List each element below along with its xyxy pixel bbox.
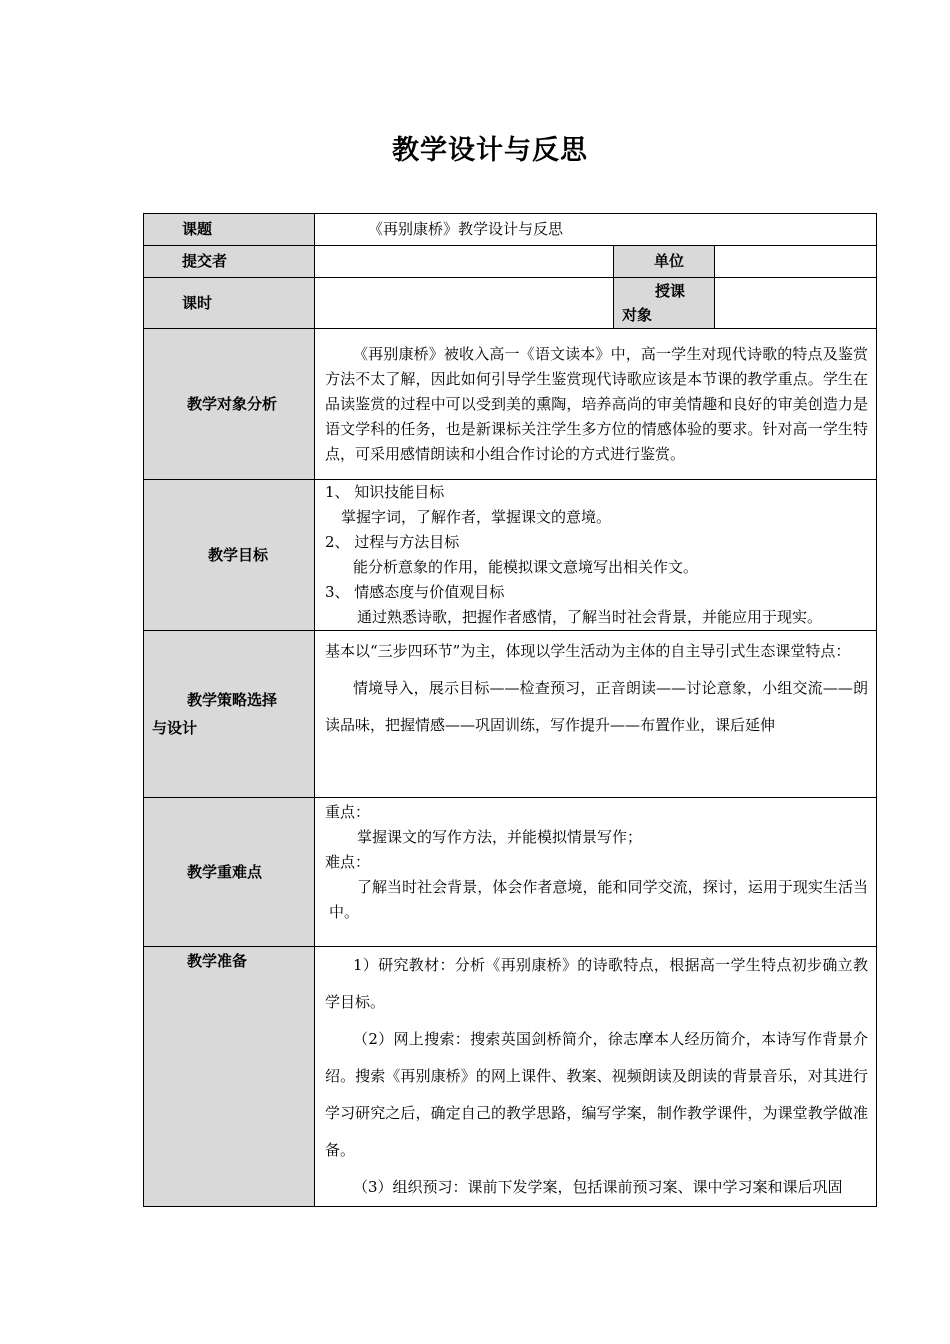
strategy-steps: 情境导入，展示目标——检查预习，正音朗读——讨论意象，小组交流——朗读品味，把握情感——巩固训练，写作提升——布置作业，课后延伸 [325,679,869,734]
label-submitter [144,246,315,278]
label-goals-text: 教学目标 [208,545,269,564]
goal-1-heading: 1、 知识技能目标 [325,483,445,501]
label-key-points-text: 教学重难点 [187,862,263,881]
row-submitter [144,246,877,278]
preparation-item-2: （2）网上搜索：搜索英国剑桥简介，徐志摩本人经历简介，本诗写作背景介绍。搜索《再别康桥》的网上课件、教案、视频朗读及朗读的背景音乐，对其进行学习研究之后，确定自己的教学思路，编写学案，制作教学课件，为课堂教学做准备。 [325,1030,869,1159]
analysis-paragraph: 《再别康桥》被收入高一《语文读本》中，高一学生对现代诗歌的特点及鉴赏方法不太了解，因此如何引导学生鉴赏现代诗歌应该是本节课的教学重点。学生在品读鉴赏的过程中可以受到美的熏陶，培养高尚的审美情趣和良好的审美创造力是语文学科的任务，也是新课标关注学生多方位的情感体验的要求。针对高一学生特点，可采用感情朗读和小组合作讨论的方式进行鉴赏。 [325,344,869,463]
label-preparation [144,947,315,1207]
label-audience-line1: 授课 [655,282,686,300]
goal-3-detail: 通过熟悉诗歌，把握作者感情，了解当时社会背景，并能应用于现实。 [357,608,823,626]
label-unit [614,246,715,278]
label-period [144,278,315,329]
preparation-item-1: 1）研究教材：分析《再别康桥》的诗歌特点，根据高一学生特点初步确立教学目标。 [325,956,869,1011]
value-period[interactable] [315,278,614,329]
label-strategy [144,631,315,798]
label-topic [144,214,315,246]
preparation-item-3: （3）组织预习：课前下发学案，包括课前预习案、课中学习案和课后巩固 [353,1178,843,1196]
lesson-design-table [143,213,877,1207]
value-unit[interactable] [715,246,877,278]
goal-2-detail: 能分析意象的作用，能模拟课文意境写出相关作文。 [353,558,699,576]
goal-1-detail: 掌握字词，了解作者，掌握课文的意境。 [341,508,612,526]
label-analysis-text: 教学对象分析 [187,394,278,413]
row-period [144,278,877,329]
value-submitter[interactable] [315,246,614,278]
strategy-intro: 基本以“三步四环节”为主，体现以学生活动为主体的自主导引式生态课堂特点： [325,642,851,660]
label-unit-text: 单位 [654,252,685,270]
row-analysis [144,329,877,480]
label-strategy-line1: 教学策略选择 [187,691,278,709]
row-topic [144,214,877,246]
label-preparation-text: 教学准备 [187,952,248,970]
key-point-label: 重点： [325,803,371,821]
label-strategy-line2: 与设计 [152,719,198,737]
value-audience[interactable] [715,278,877,329]
label-goals [144,480,315,631]
row-key-points [144,798,877,947]
topic-text: 《再别康桥》教学设计与反思 [368,220,564,238]
value-strategy [315,631,877,798]
value-goals [315,480,877,631]
goal-2-heading: 2、 过程与方法目标 [325,533,460,551]
row-strategy [144,631,877,798]
difficult-point-label: 难点： [325,853,371,871]
label-key-points [144,798,315,947]
goal-3-heading: 3、 情感态度与价值观目标 [325,583,505,601]
label-audience-line2: 对象 [622,306,653,324]
label-period-text: 课时 [182,293,213,312]
label-topic-text: 课题 [182,220,213,238]
value-preparation [315,947,877,1207]
row-goals [144,480,877,631]
row-preparation [144,947,877,1207]
difficult-point-text: 了解当时社会背景，体会作者意境，能和同学交流，探讨，运用于现实生活当中。 [329,878,869,921]
label-analysis [144,329,315,480]
label-audience [614,278,715,329]
value-key-points [315,798,877,947]
document-title: 教学设计与反思 [392,135,588,166]
label-submitter-text: 提交者 [182,252,228,270]
key-point-text: 掌握课文的写作方法，并能模拟情景写作； [357,828,643,846]
value-analysis [315,329,877,480]
value-topic [315,214,877,246]
